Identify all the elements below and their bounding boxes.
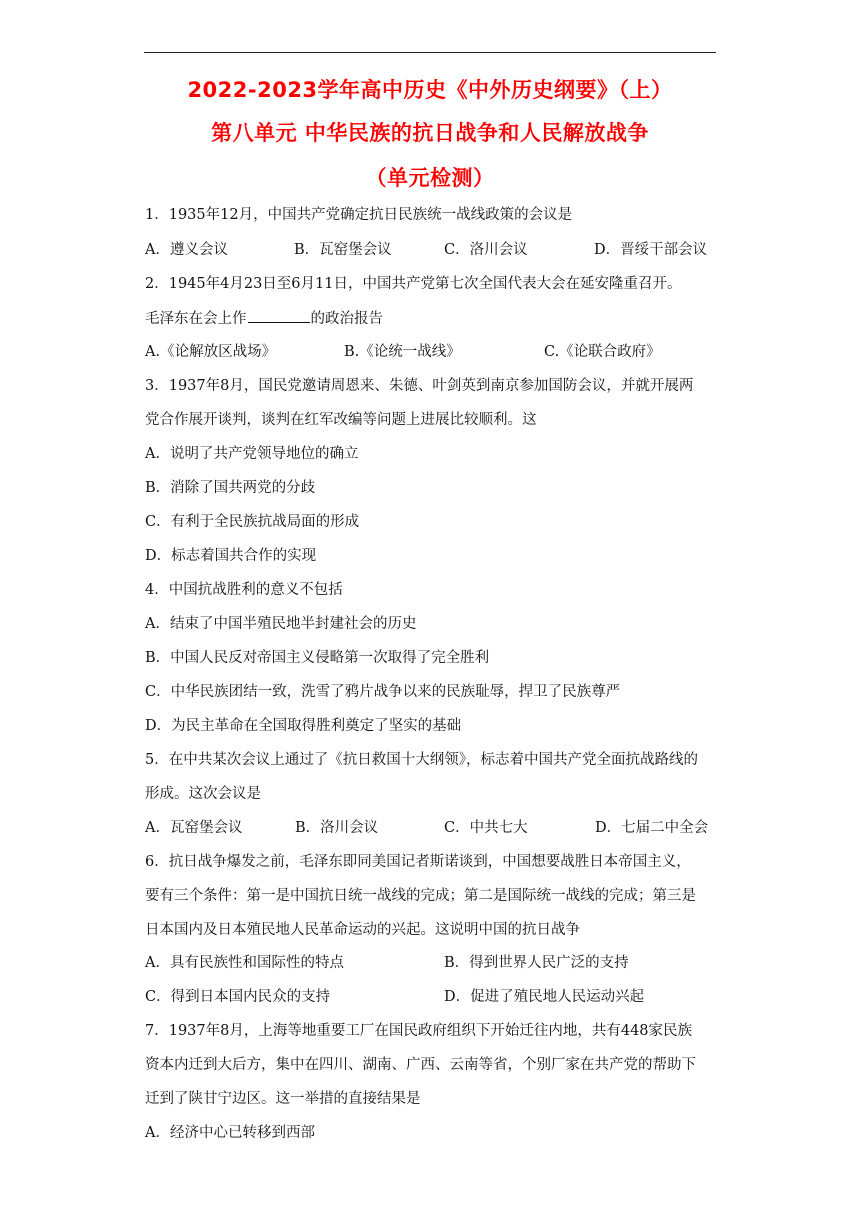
option-d: D．为民主革命在全国取得胜利奠定了坚实的基础 — [145, 718, 462, 734]
option-d: D．七届二中全会 — [595, 820, 709, 836]
question-stem: 党合作展开谈判，谈判在红军改编等问题上进展比较顺利。这 — [145, 412, 537, 428]
unit-title: 第八单元 中华民族的抗日战争和人民解放战争 — [211, 121, 649, 145]
top-rule — [144, 52, 716, 53]
option-d: D．标志着国共合作的实现 — [145, 548, 317, 564]
option-a: A．说明了共产党领导地位的确立 — [145, 446, 359, 462]
option-a: A．遵义会议 — [145, 242, 228, 258]
option-a: A．结束了中国半殖民地半封建社会的历史 — [145, 616, 417, 632]
option-c: C．得到日本国内民众的支持 — [145, 989, 331, 1005]
question-stem: 7．1937年8月，上海等地重要工厂在国民政府组织下开始迁往内地，共有448家民族 — [145, 1023, 693, 1039]
stem-text-before-blank: 毛泽东在会上作 — [145, 311, 247, 327]
option-b: B．消除了国共两党的分歧 — [145, 480, 316, 496]
option-d: D．促进了殖民地人民运动兴起 — [444, 989, 645, 1005]
question-stem: 4．中国抗战胜利的意义不包括 — [145, 582, 343, 598]
question-stem-with-blank — [145, 308, 383, 329]
option-b: B．中国人民反对帝国主义侵略第一次取得了完全胜利 — [145, 650, 490, 666]
unit-subtitle: （单元检测） — [365, 166, 495, 190]
option-a: A．经济中心已转移到西部 — [145, 1125, 315, 1141]
option-c: C.《论联合政府》 — [544, 344, 661, 360]
question-stem: 5．在中共某次会议上通过了《抗日救国十大纲领》，标志着中国共产党全面抗战路线的 — [145, 752, 698, 768]
option-b: B.《论统一战线》 — [344, 344, 461, 360]
option-b: B．得到世界人民广泛的支持 — [444, 955, 629, 971]
question-stem: 日本国内及日本殖民地人民革命运动的兴起。这说明中国的抗日战争 — [145, 922, 580, 938]
question-stem: 1．1935年12月，中国共产党确定抗日民族统一战线政策的会议是 — [145, 207, 573, 223]
option-c: C．中共七大 — [444, 820, 528, 836]
question-stem: 迁到了陕甘宁边区。这一举措的直接结果是 — [145, 1091, 421, 1107]
option-d: D．晋绥干部会议 — [594, 242, 708, 258]
option-b: B．洛川会议 — [295, 820, 379, 836]
question-stem: 资本内迁到大后方，集中在四川、湖南、广西、云南等省，个别厂家在共产党的帮助下 — [145, 1057, 696, 1073]
option-c: C．洛川会议 — [444, 242, 528, 258]
option-a: A．瓦窑堡会议 — [145, 820, 243, 836]
option-b: B．瓦窑堡会议 — [294, 242, 392, 258]
question-stem: 2．1945年4月23日至6月11日，中国共产党第七次全国代表大会在延安隆重召开。 — [145, 276, 682, 292]
question-stem: 要有三个条件：第一是中国抗日统一战线的完成；第二是国际统一战线的完成；第三是 — [145, 888, 696, 904]
option-a: A.《论解放区战场》 — [145, 344, 277, 360]
option-a: A．具有民族性和国际性的特点 — [145, 955, 344, 971]
stem-text-after-blank: 的政治报告 — [310, 311, 383, 327]
fill-in-blank — [248, 308, 310, 323]
question-stem: 3．1937年8月，国民党邀请周恩来、朱德、叶剑英到南京参加国防会议，并就开展两 — [145, 378, 694, 394]
option-c: C．中华民族团结一致，洗雪了鸦片战争以来的民族耻辱，捍卫了民族尊严 — [145, 684, 621, 700]
document-title: 2022-2023学年高中历史《中外历史纲要》（上） — [187, 78, 673, 102]
question-stem: 形成。这次会议是 — [145, 786, 261, 802]
question-stem: 6．抗日战争爆发之前，毛泽东即同美国记者斯诺谈到，中国想要战胜日本帝国主义， — [145, 854, 691, 870]
option-c: C．有利于全民族抗战局面的形成 — [145, 514, 360, 530]
